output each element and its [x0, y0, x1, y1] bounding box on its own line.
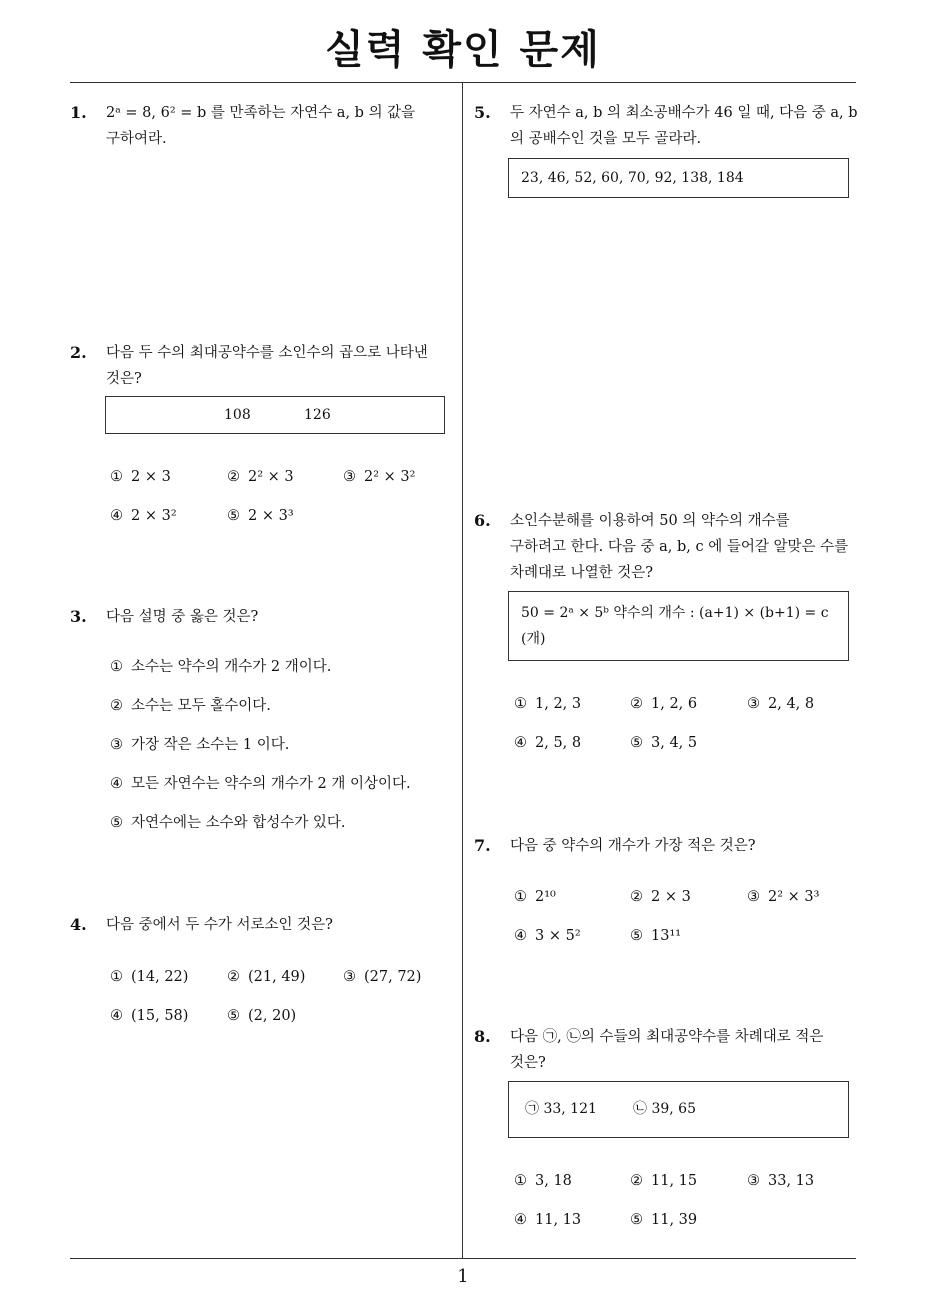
choice-4[interactable] — [514, 730, 581, 756]
question-1 — [70, 100, 450, 160]
choice-text: 11, 13 — [535, 1212, 582, 1228]
choice-mark: ① — [110, 659, 123, 675]
choice-text: 1, 2, 6 — [651, 696, 698, 712]
choice-3[interactable] — [747, 1168, 814, 1194]
number-groups-box — [508, 1081, 849, 1138]
choice-1[interactable] — [514, 884, 556, 910]
choice-text: 33, 13 — [768, 1173, 815, 1189]
choice-text: (15, 58) — [131, 1008, 189, 1024]
choice-4[interactable] — [110, 503, 177, 529]
choice-mark: ① — [514, 696, 527, 712]
choice-mark: ⑤ — [227, 508, 240, 524]
choice-text: 모든 자연수는 약수의 개수가 2 개 이상이다. — [131, 776, 411, 792]
choice-mark: ② — [227, 969, 240, 985]
choice-text: 자연수에는 소수와 합성수가 있다. — [131, 815, 346, 831]
question-line: 2ᵃ = 8, 6² = b 를 만족하는 자연수 a, b 의 값을 — [106, 105, 416, 121]
choice-5[interactable] — [630, 923, 681, 949]
question-line: 다음 중 약수의 개수가 가장 적은 것은? — [510, 838, 756, 854]
question-line: 다음 두 수의 최대공약수를 소인수의 곱으로 나타낸 — [106, 345, 428, 361]
choice-3[interactable] — [110, 732, 289, 758]
choice-text: 2 × 3 — [131, 469, 171, 485]
question-7 — [474, 833, 860, 953]
choice-text: 3 × 5² — [535, 928, 581, 944]
choice-text: 2 × 3 — [651, 889, 691, 905]
choice-4[interactable] — [110, 771, 411, 797]
bottom-divider — [70, 1258, 856, 1259]
choice-1[interactable] — [514, 1168, 572, 1194]
choice-mark: ⑤ — [227, 1008, 240, 1024]
choice-mark: ② — [630, 889, 643, 905]
choice-text: (27, 72) — [364, 969, 422, 985]
choice-text: 3, 18 — [535, 1173, 572, 1189]
choice-5[interactable] — [110, 810, 346, 836]
number-group: ㉠ 33, 121 — [525, 1101, 597, 1117]
choice-1[interactable] — [110, 654, 331, 680]
question-5 — [474, 100, 860, 200]
choice-text: 11, 39 — [651, 1212, 698, 1228]
choice-text: 2² × 3 — [248, 469, 294, 485]
choice-2[interactable] — [630, 884, 691, 910]
question-text — [106, 340, 428, 392]
question-line: 의 공배수인 것을 모두 골라라. — [510, 131, 702, 147]
question-4 — [70, 912, 450, 1042]
choice-mark: ③ — [747, 1173, 760, 1189]
question-line: 다음 중에서 두 수가 서로소인 것은? — [106, 917, 333, 933]
question-text — [510, 508, 848, 586]
choice-mark: ⑤ — [630, 928, 643, 944]
choice-mark: ③ — [343, 469, 356, 485]
choice-2[interactable] — [630, 691, 697, 717]
column-divider — [462, 83, 463, 1259]
candidate-numbers: 23, 46, 52, 60, 70, 92, 138, 184 — [521, 170, 744, 186]
choice-text: 소수는 약수의 개수가 2 개이다. — [131, 659, 332, 675]
choice-3[interactable] — [343, 964, 421, 990]
question-6 — [474, 508, 860, 758]
choice-text: 2¹⁰ — [535, 889, 556, 905]
choice-mark: ① — [110, 469, 123, 485]
question-line: 것은? — [106, 371, 142, 387]
choice-mark: ① — [110, 969, 123, 985]
choice-text: 2, 5, 8 — [535, 735, 582, 751]
choice-1[interactable] — [110, 464, 171, 490]
question-number: 8. — [474, 1027, 491, 1046]
choice-text: 1, 2, 3 — [535, 696, 582, 712]
question-line: 다음 설명 중 옳은 것은? — [106, 609, 259, 625]
choice-5[interactable] — [630, 730, 697, 756]
choice-mark: ② — [630, 1173, 643, 1189]
choice-mark: ⑤ — [110, 815, 123, 831]
choice-mark: ③ — [343, 969, 356, 985]
choice-text: 13¹¹ — [651, 928, 682, 944]
choice-mark: ② — [227, 469, 240, 485]
question-line: 차례대로 나열한 것은? — [510, 565, 654, 581]
choice-mark: ③ — [110, 737, 123, 753]
choice-mark: ① — [514, 889, 527, 905]
question-number: 1. — [70, 103, 87, 122]
question-number: 7. — [474, 836, 491, 855]
question-line: 구하려고 한다. 다음 중 a, b, c 에 들어갈 알맞은 수를 — [510, 539, 849, 555]
choice-mark: ④ — [514, 1212, 527, 1228]
formula-line: (개) — [521, 631, 546, 647]
choice-text: 11, 15 — [651, 1173, 698, 1189]
choice-mark: ④ — [110, 776, 123, 792]
choice-5[interactable] — [227, 503, 294, 529]
choice-5[interactable] — [630, 1207, 697, 1233]
choice-text: 2, 4, 8 — [768, 696, 815, 712]
question-text — [510, 1024, 823, 1076]
choice-3[interactable] — [343, 464, 415, 490]
choice-mark: ④ — [514, 735, 527, 751]
choice-mark: ⑤ — [630, 1212, 643, 1228]
choice-3[interactable] — [747, 691, 814, 717]
choice-mark: ② — [630, 696, 643, 712]
candidate-numbers-box — [508, 158, 849, 198]
number-group: ㉡ 39, 65 — [633, 1101, 696, 1117]
formula-box — [508, 591, 849, 661]
choice-2[interactable] — [110, 693, 271, 719]
question-line: 구하여라. — [106, 131, 167, 147]
choice-3[interactable] — [747, 884, 819, 910]
question-text — [106, 100, 415, 152]
page-title: 실력 확인 문제 — [325, 27, 601, 73]
question-text — [106, 604, 258, 630]
choice-2[interactable] — [227, 464, 294, 490]
choice-5[interactable] — [227, 1003, 296, 1029]
question-line: 다음 ㉠, ㉡의 수들의 최대공약수를 차례대로 적은 — [510, 1029, 824, 1045]
choice-text: 가장 작은 소수는 1 이다. — [131, 737, 290, 753]
choice-1[interactable] — [110, 964, 188, 990]
choice-mark: ⑤ — [630, 735, 643, 751]
page-number: 1 — [457, 1266, 469, 1287]
choice-text: 2² × 3³ — [768, 889, 820, 905]
top-divider — [70, 82, 856, 83]
choice-4[interactable] — [110, 1003, 188, 1029]
formula-line: 50 = 2ᵃ × 5ᵇ 약수의 개수 : (a+1) × (b+1) = c — [521, 605, 829, 621]
choice-mark: ④ — [110, 508, 123, 524]
question-number: 2. — [70, 343, 87, 362]
question-number: 6. — [474, 511, 491, 530]
choice-mark: ③ — [747, 696, 760, 712]
choice-4[interactable] — [514, 923, 581, 949]
choice-text: 2 × 3³ — [248, 508, 294, 524]
choice-mark: ② — [110, 698, 123, 714]
choice-text: 2² × 3² — [364, 469, 416, 485]
question-number: 4. — [70, 915, 87, 934]
given-number: 108 — [224, 407, 251, 423]
choice-mark: ③ — [747, 889, 760, 905]
choice-mark: ④ — [514, 928, 527, 944]
question-text — [510, 833, 756, 859]
choice-text: 2 × 3² — [131, 508, 177, 524]
choice-2[interactable] — [630, 1168, 697, 1194]
choice-text: (21, 49) — [248, 969, 306, 985]
given-number: 126 — [304, 407, 331, 423]
question-3 — [70, 604, 450, 844]
choice-mark: ④ — [110, 1008, 123, 1024]
choice-4[interactable] — [514, 1207, 581, 1233]
question-line: 소인수분해를 이용하여 50 의 약수의 개수를 — [510, 513, 790, 529]
question-text — [510, 100, 858, 152]
choice-mark: ① — [514, 1173, 527, 1189]
given-numbers-box — [105, 396, 445, 434]
question-line: 것은? — [510, 1055, 546, 1071]
question-number: 5. — [474, 103, 491, 122]
question-number: 3. — [70, 607, 87, 626]
choice-text: 3, 4, 5 — [651, 735, 698, 751]
question-line: 두 자연수 a, b 의 최소공배수가 46 일 때, 다음 중 a, b — [510, 105, 858, 121]
choice-text: 소수는 모두 홀수이다. — [131, 698, 271, 714]
choice-1[interactable] — [514, 691, 581, 717]
choice-text: (2, 20) — [248, 1008, 297, 1024]
choice-2[interactable] — [227, 964, 305, 990]
choice-text: (14, 22) — [131, 969, 189, 985]
question-text — [106, 912, 333, 938]
question-2 — [70, 340, 450, 540]
question-8 — [474, 1024, 860, 1234]
